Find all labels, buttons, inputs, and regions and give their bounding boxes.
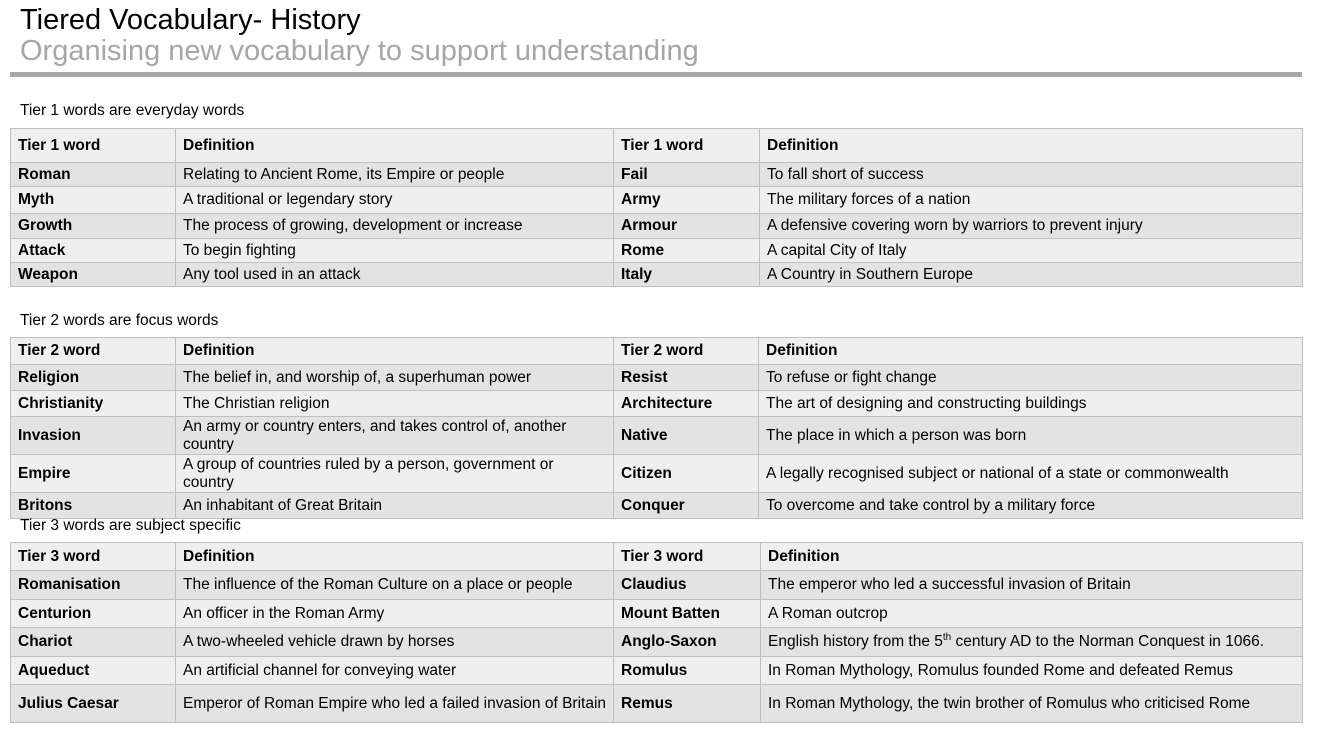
table-header-row (11, 338, 1303, 365)
table-row (11, 263, 1303, 287)
table-row (11, 187, 1303, 214)
vocab-word: Remus (614, 685, 761, 723)
vocab-word: Resist (614, 365, 759, 391)
vocab-word: Army (614, 187, 760, 214)
vocab-definition: A traditional or legendary story (176, 187, 614, 214)
vocab-word: Invasion (11, 417, 176, 455)
vocab-word: Claudius (614, 571, 761, 600)
table-row (11, 657, 1303, 685)
vocab-definition: English history from the 5th century AD to the Norman Conquest in 1066. (761, 628, 1303, 657)
table-row (11, 391, 1303, 417)
table-header-row (11, 543, 1303, 571)
vocab-definition: The Christian religion (176, 391, 614, 417)
vocab-word: Conquer (614, 493, 759, 519)
column-header-definition: Definition (760, 129, 1303, 163)
table-row (11, 571, 1303, 600)
vocab-definition: An officer in the Roman Army (176, 600, 614, 628)
vocab-word: Myth (11, 187, 176, 214)
tier2-table (10, 337, 1303, 519)
vocab-definition: The military forces of a nation (760, 187, 1303, 214)
vocab-definition: A legally recognised subject or national of a state or commonwealth (759, 455, 1303, 493)
vocab-definition: A defensive covering worn by warriors to prevent injury (760, 214, 1303, 239)
vocab-word: Attack (11, 239, 176, 263)
tier2-caption: Tier 2 words are focus words (20, 312, 219, 329)
table-row (11, 628, 1303, 657)
column-header-word: Tier 2 word (11, 338, 176, 365)
vocab-word: Chariot (11, 628, 176, 657)
vocab-word: Italy (614, 263, 760, 287)
vocab-definition: The process of growing, development or increase (176, 214, 614, 239)
table-row (11, 493, 1303, 519)
vocab-definition: A group of countries ruled by a person, government or country (176, 455, 614, 493)
table-row (11, 163, 1303, 187)
table-row (11, 685, 1303, 723)
vocab-definition: Relating to Ancient Rome, its Empire or people (176, 163, 614, 187)
vocab-word: Religion (11, 365, 176, 391)
vocab-definition: The emperor who led a successful invasion of Britain (761, 571, 1303, 600)
vocab-definition: The art of designing and constructing buildings (759, 391, 1303, 417)
column-header-definition: Definition (761, 543, 1303, 571)
vocab-definition: An army or country enters, and takes control of, another country (176, 417, 614, 455)
vocab-definition: An artificial channel for conveying water (176, 657, 614, 685)
column-header-word: Tier 2 word (614, 338, 759, 365)
vocab-definition: A two-wheeled vehicle drawn by horses (176, 628, 614, 657)
vocab-definition: Any tool used in an attack (176, 263, 614, 287)
column-header-word: Tier 1 word (11, 129, 176, 163)
vocab-definition: The belief in, and worship of, a superhuman power (176, 365, 614, 391)
page-title: Tiered Vocabulary- History (20, 4, 361, 36)
vocab-definition: To refuse or fight change (759, 365, 1303, 391)
table-row (11, 417, 1303, 455)
page-subtitle: Organising new vocabulary to support understanding (20, 35, 699, 67)
vocab-word: Fail (614, 163, 760, 187)
column-header-word: Tier 3 word (614, 543, 761, 571)
vocab-word: Native (614, 417, 759, 455)
tier1-caption: Tier 1 words are everyday words (20, 102, 245, 119)
vocab-word: Romulus (614, 657, 761, 685)
vocab-definition: The influence of the Roman Culture on a place or people (176, 571, 614, 600)
vocab-definition: To overcome and take control by a military force (759, 493, 1303, 519)
vocab-word: Roman (11, 163, 176, 187)
vocab-word: Weapon (11, 263, 176, 287)
table-header-row (11, 129, 1303, 163)
vocab-word: Julius Caesar (11, 685, 176, 723)
vocab-word: Mount Batten (614, 600, 761, 628)
vocab-word: Armour (614, 214, 760, 239)
vocab-definition: In Roman Mythology, the twin brother of Romulus who criticised Rome (761, 685, 1303, 723)
tier1-table (10, 128, 1303, 287)
column-header-word: Tier 1 word (614, 129, 760, 163)
table-row (11, 600, 1303, 628)
vocab-word: Empire (11, 455, 176, 493)
vocab-definition: Emperor of Roman Empire who led a failed invasion of Britain (176, 685, 614, 723)
vocab-definition: The place in which a person was born (759, 417, 1303, 455)
vocab-word: Anglo-Saxon (614, 628, 761, 657)
vocab-word: Christianity (11, 391, 176, 417)
vocab-word: Aqueduct (11, 657, 176, 685)
table-row (11, 365, 1303, 391)
tier3-table (10, 542, 1303, 723)
column-header-definition: Definition (176, 338, 614, 365)
title-divider (10, 72, 1302, 77)
vocab-word: Britons (11, 493, 176, 519)
column-header-definition: Definition (759, 338, 1303, 365)
vocab-definition: A Country in Southern Europe (760, 263, 1303, 287)
vocab-definition: To fall short of success (760, 163, 1303, 187)
vocab-definition: In Roman Mythology, Romulus founded Rome and defeated Remus (761, 657, 1303, 685)
vocab-word: Architecture (614, 391, 759, 417)
table-row (11, 214, 1303, 239)
vocab-definition: To begin fighting (176, 239, 614, 263)
table-row (11, 239, 1303, 263)
vocab-word: Growth (11, 214, 176, 239)
table-row (11, 455, 1303, 493)
vocab-word: Centurion (11, 600, 176, 628)
vocab-definition: A capital City of Italy (760, 239, 1303, 263)
tier3-caption: Tier 3 words are subject specific (20, 517, 241, 534)
column-header-word: Tier 3 word (11, 543, 176, 571)
vocab-word: Citizen (614, 455, 759, 493)
vocab-definition: An inhabitant of Great Britain (176, 493, 614, 519)
column-header-definition: Definition (176, 129, 614, 163)
vocab-definition: A Roman outcrop (761, 600, 1303, 628)
column-header-definition: Definition (176, 543, 614, 571)
vocab-word: Rome (614, 239, 760, 263)
vocab-word: Romanisation (11, 571, 176, 600)
